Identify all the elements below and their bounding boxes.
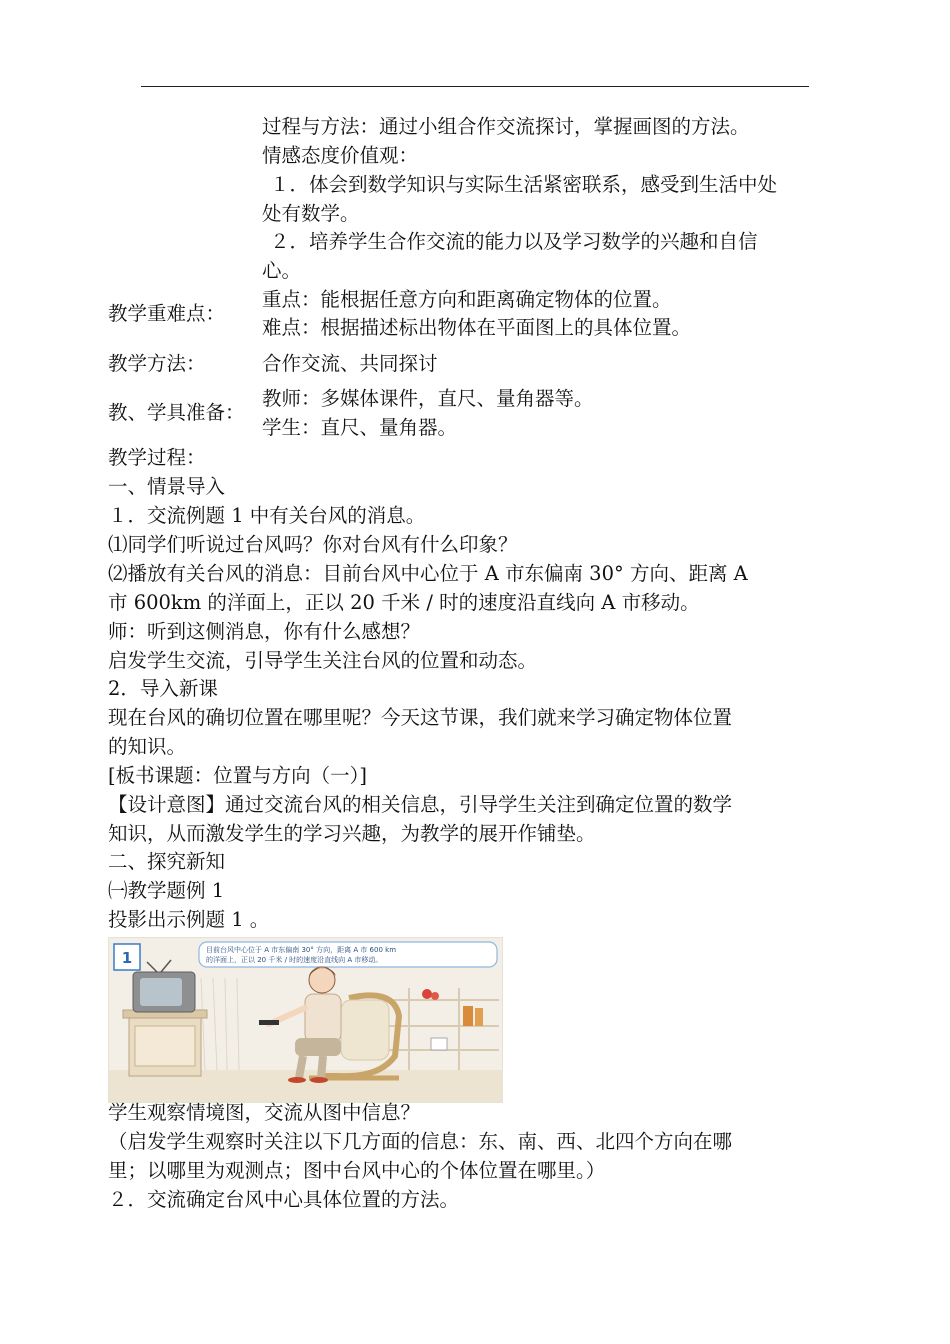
paragraph: １．交流例题 1 中有关台风的消息。 [108,504,426,527]
objective-emotion-heading: 情感态度价值观： [262,144,419,167]
objective-emotion-1-cont: 处有数学。 [262,202,360,225]
objective-process: 过程与方法：通过小组合作交流探讨，掌握画图的方法。 [262,115,750,138]
section-heading: 2．导入新课 [108,677,218,700]
paragraph: ㈠教学题例 1 [108,879,225,902]
paragraph: 师：听到这侧消息，你有什么感想？ [108,620,421,643]
paragraph: ２．交流确定台风中心具体位置的方法。 [108,1188,460,1211]
paragraph: 投影出示例题 1 。 [108,908,270,931]
example-illustration [108,937,503,1103]
paragraph: 现在台风的确切位置在哪里呢？今天这节课，我们就来学习确定物体位置 [108,706,733,729]
difficulty-label: 教学重难点： [108,302,226,325]
paragraph: （启发学生观察时关注以下几方面的信息：东、南、西、北四个方向在哪 [108,1130,733,1153]
method-label: 教学方法： [108,352,206,375]
remote-control [259,1020,279,1025]
paragraph: ⑴同学们听说过台风吗？你对台风有什么印象？ [108,533,518,556]
paragraph: 学生观察情境图，交流从图中信息？ [108,1101,421,1124]
tools-teacher: 教师：多媒体课件，直尺、量角器等。 [262,387,594,410]
paragraph: 知识，从而激发学生的学习兴趣，为教学的展开作铺垫。 [108,822,596,845]
objective-emotion-2-cont: 心。 [262,259,302,282]
paragraph: 市 600km 的洋面上，正以 20 千米 / 时的速度沿直线向 A 市移动。 [108,591,700,614]
paragraph: 启发学生交流，引导学生关注台风的位置和动态。 [108,649,538,672]
paragraph: [板书课题：位置与方向（一）] [108,764,367,787]
section-heading: 教学过程： [108,446,206,469]
section-heading: 一、情景导入 [108,475,226,498]
objective-emotion-1: １．体会到数学知识与实际生活紧密联系，感受到生活中处 [270,173,778,196]
tools-student: 学生：直尺、量角器。 [262,416,458,439]
caption-line-2: 的洋面上，正以 20 千米 / 时的速度沿直线向 A 市移动。 [206,956,383,964]
paragraph: 【设计意图】通过交流台风的相关信息，引导学生关注到确定位置的数学 [108,793,733,816]
section-heading: 二、探究新知 [108,850,226,873]
tools-label: 教、学具准备： [108,401,245,424]
woman-figure [305,994,341,1042]
header-rule [141,86,809,87]
difficulty-hard-point: 难点：根据描述标出物体在平面图上的具体位置。 [262,316,692,339]
caption-line-1: 目前台风中心位于 A 市东偏南 30° 方向，距离 A 市 600 km [206,946,397,954]
objective-emotion-2: ２．培养学生合作交流的能力以及学习数学的兴趣和自信 [270,230,758,253]
paragraph: 里；以哪里为观测点；图中台风中心的个体位置在哪里。） [108,1159,606,1182]
paragraph: 的知识。 [108,735,187,758]
example-number: 1 [121,949,133,967]
difficulty-key-point: 重点：能根据任意方向和距离确定物体的位置。 [262,288,672,311]
method-value: 合作交流、共同探讨 [262,352,438,375]
paragraph: ⑵播放有关台风的消息：目前台风中心位于 A 市东偏南 30° 方向、距离 A [108,562,748,585]
illustration-svg [109,938,502,1102]
